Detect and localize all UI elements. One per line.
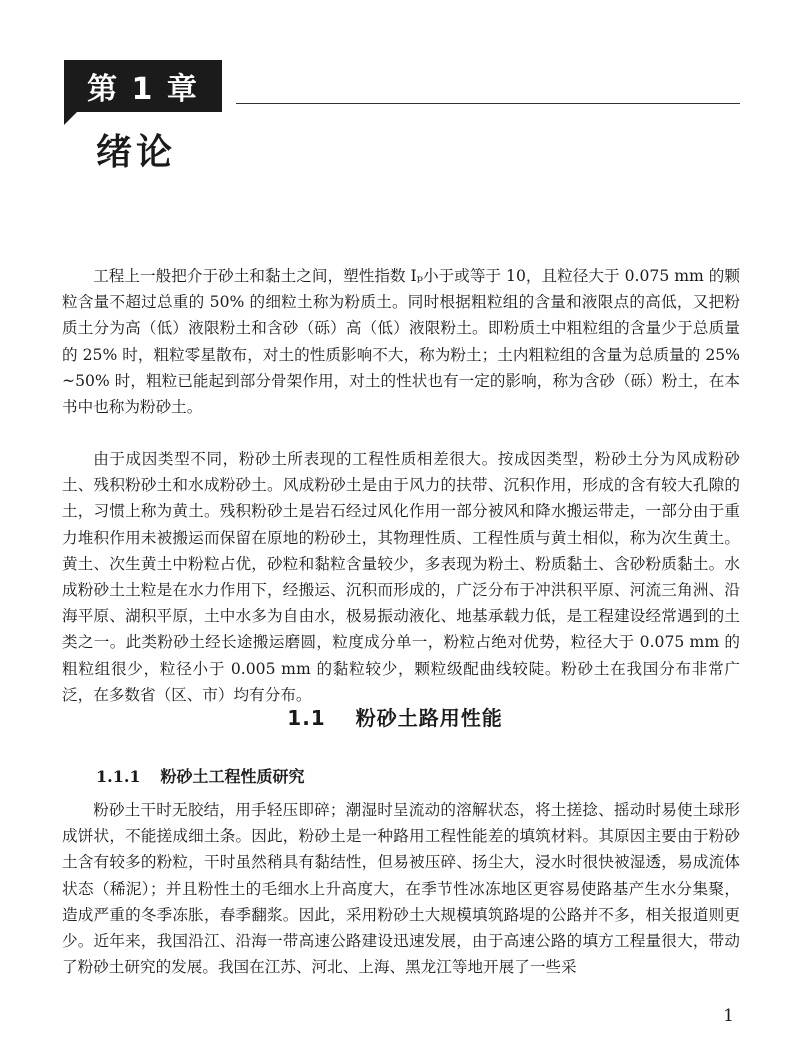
chapter-badge-tail xyxy=(64,111,78,125)
section-number: 1.1 xyxy=(287,706,326,730)
chapter-label: 第 1 章 xyxy=(64,60,222,112)
chapter-divider xyxy=(236,103,740,104)
section-heading xyxy=(0,702,790,731)
section-title: 粉砂土路用性能 xyxy=(355,706,503,730)
paragraph-origin-types: 由于成因类型不同，粉砂土所表现的工程性质相差很大。按成因类型，粉砂土分为风成粉砂土、残积粉砂土和水成粉砂土。风成粉砂土是由于风力的扶带、沉积作用，形成的含有较大孔隙的土，习惯上称为黄土。残积粉砂土是岩石经过风化作用一部分被风和降水搬运带走，一部分由于重力堆积作用未被搬运而保留在原地的粉砂土，其物理性质、工程性质与黄土相似，称为次生黄土。黄土、次生黄土中粉粒占优，砂粒和黏粒含量较少，多表现为粉土、粉质黏土、含砂粉质黏土。水成粉砂土土粒是在水力作用下，经搬运、沉积而形成的，广泛分布于冲洪积平原、河流三角洲、沿海平原、湖积平原，土中水多为自由水，极易振动液化、地基承载力低，是工程建设经常遇到的土类之一。此类粉砂土经长途搬运磨圆，粒度成分单一，粉粒占绝对优势，粒径大于 0.075 mm 的粗粒组很少，粒径小于 0.005 mm 的黏粒较少，颗粒级配曲线较陡。粉砂土在我国分布非常广泛，在多数省（区、市）均有分布。 xyxy=(62,450,740,704)
chapter-title: 绪论 xyxy=(96,132,177,173)
subsection-heading xyxy=(96,764,305,787)
paragraph-engineering-properties: 粉砂土干时无胶结，用手轻压即碎；潮湿时呈流动的溶解状态，将土搓捻、摇动时易使土球形成饼状，不能搓成细土条。因此，粉砂土是一种路用工程性能差的填筑材料。其原因主要由于粉砂土含有较多的粉粒，干时虽然稍具有黏结性，但易被压碎、扬尘大，浸水时很快被湿透，易成流体状态（稀泥）；并且粉性土的毛细水上升高度大，在季节性冰冻地区更容易使路基产生水分集聚，造成严重的冬季冻胀，春季翻浆。因此，采用粉砂土大规模填筑路堤的公路并不多，相关报道则更少。近年来，我国沿江、沿海一带高速公路建设迅速发展，由于高速公路的填方工程量很大，带动了粉砂土研究的发展。我国在江苏、河北、上海、黑龙江等地开展了一些采 xyxy=(62,801,740,977)
subsection-number: 1.1.1 xyxy=(96,767,141,786)
subsection-title: 粉砂土工程性质研究 xyxy=(160,767,305,786)
page-number: 1 xyxy=(723,1006,734,1026)
paragraph-intro: 工程上一般把介于砂土和黏土之间，塑性指数 Iₚ小于或等于 10，且粒径大于 0.075 mm 的颗粒含量不超过总重的 50% 的细粒土称为粉质土。同时根据粗粒组的含量和液限点的高低，又把粉质土分为高（低）液限粉土和含砂（砾）高（低）液限粉土。即粉质土中粗粒组的含量少于总质量的 25% 时，粗粒零星散布，对土的性质影响不大，称为粉土；土内粗粒组的含量为总质量的 25% ~50% 时，粗粒已能起到部分骨架作用，对土的性状也有一定的影响，称为含砂（砾）粉土，在本书中也称为粉砂土。 xyxy=(62,267,740,417)
